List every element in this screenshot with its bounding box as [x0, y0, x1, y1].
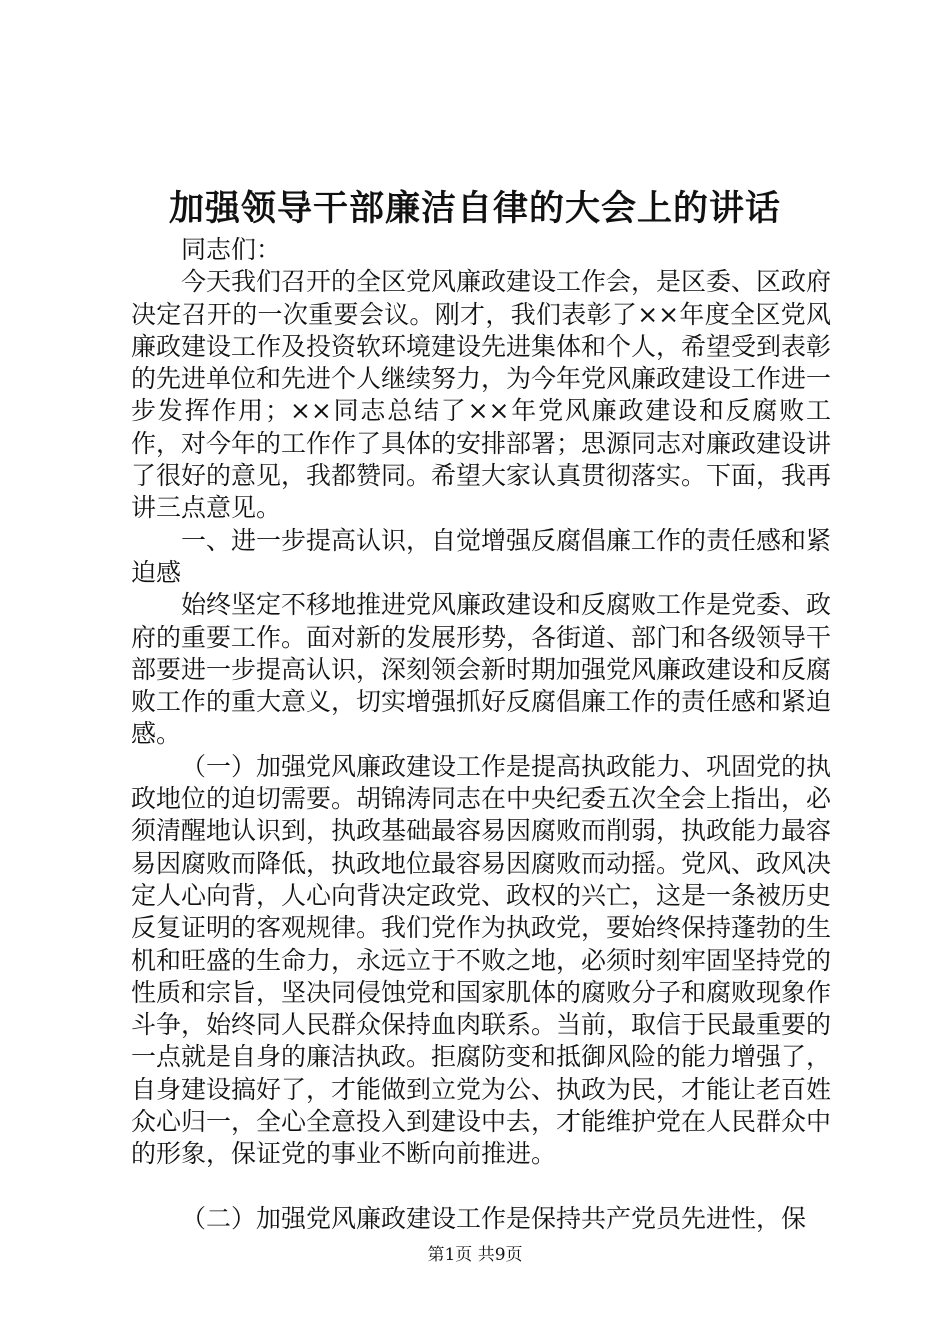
paragraph-opening: 今天我们召开的全区党风廉政建设工作会，是区委、区政府决定召开的一次重要会议。刚才，我们表彰了××年度全区党风廉政建设工作及投资软环境建设先进集体和个人，希望受到表彰的先进单位和先进个人继续努力，为今年党风廉政建设工作进一步发挥作用；××同志总结了××年党风廉政建设和反腐败工作，对今年的工作作了具体的安排部署；思源同志对廉政建设讲了很好的意见，我都赞同。希望大家认真贯彻落实。下面，我再讲三点意见。 [131, 267, 832, 523]
paragraph-subsection-1: （一）加强党风廉政建设工作是提高执政能力、巩固党的执政地位的迫切需要。胡锦涛同志在中央纪委五次全会上指出，必须清醒地认识到，执政基础最容易因腐败而削弱，执政能力最容易因腐败而降低，执政地位最容易因腐败而动摇。党风、政风决定人心向背，人心向背决定政党、政权的兴亡，这是一条被历史反复证明的客观规律。我们党作为执政党，要始终保持蓬勃的生机和旺盛的生命力，永远立于不败之地，必须时刻牢固坚持党的性质和宗旨，坚决同侵蚀党和国家肌体的腐败分子和腐败现象作斗争，始终同人民群众保持血肉联系。当前，取信于民最重要的一点就是自身的廉洁执政。拒腐防变和抵御风险的能力增强了，自身建设搞好了，才能做到立党为公、执政为民，才能让老百姓众心归一，全心全意投入到建设中去，才能维护党在人民群众中的形象，保证党的事业不断向前推进。 [131, 751, 832, 1169]
document-title: 加强领导干部廉洁自律的大会上的讲话 [168, 188, 781, 229]
section-heading-1: 一、进一步提高认识，自觉增强反腐倡廉工作的责任感和紧迫感 [131, 525, 832, 587]
paragraph-subsection-2: （二）加强党风廉政建设工作是保持共产党员先进性，保 [181, 1203, 807, 1233]
page-indicator: 第1页 共9页 [427, 1245, 523, 1265]
salutation: 同志们： [181, 235, 282, 264]
document-body [131, 234, 831, 1235]
paragraph-section-1: 始终坚定不移地推进党风廉政建设和反腐败工作是党委、政府的重要工作。面对新的发展形势，各街道、部门和各级领导干部要进一步提高认识，深刻领会新时期加强党风廉政建设和反腐败工作的重大意义，切实增强抓好反腐倡廉工作的责任感和紧迫感。 [131, 590, 832, 749]
